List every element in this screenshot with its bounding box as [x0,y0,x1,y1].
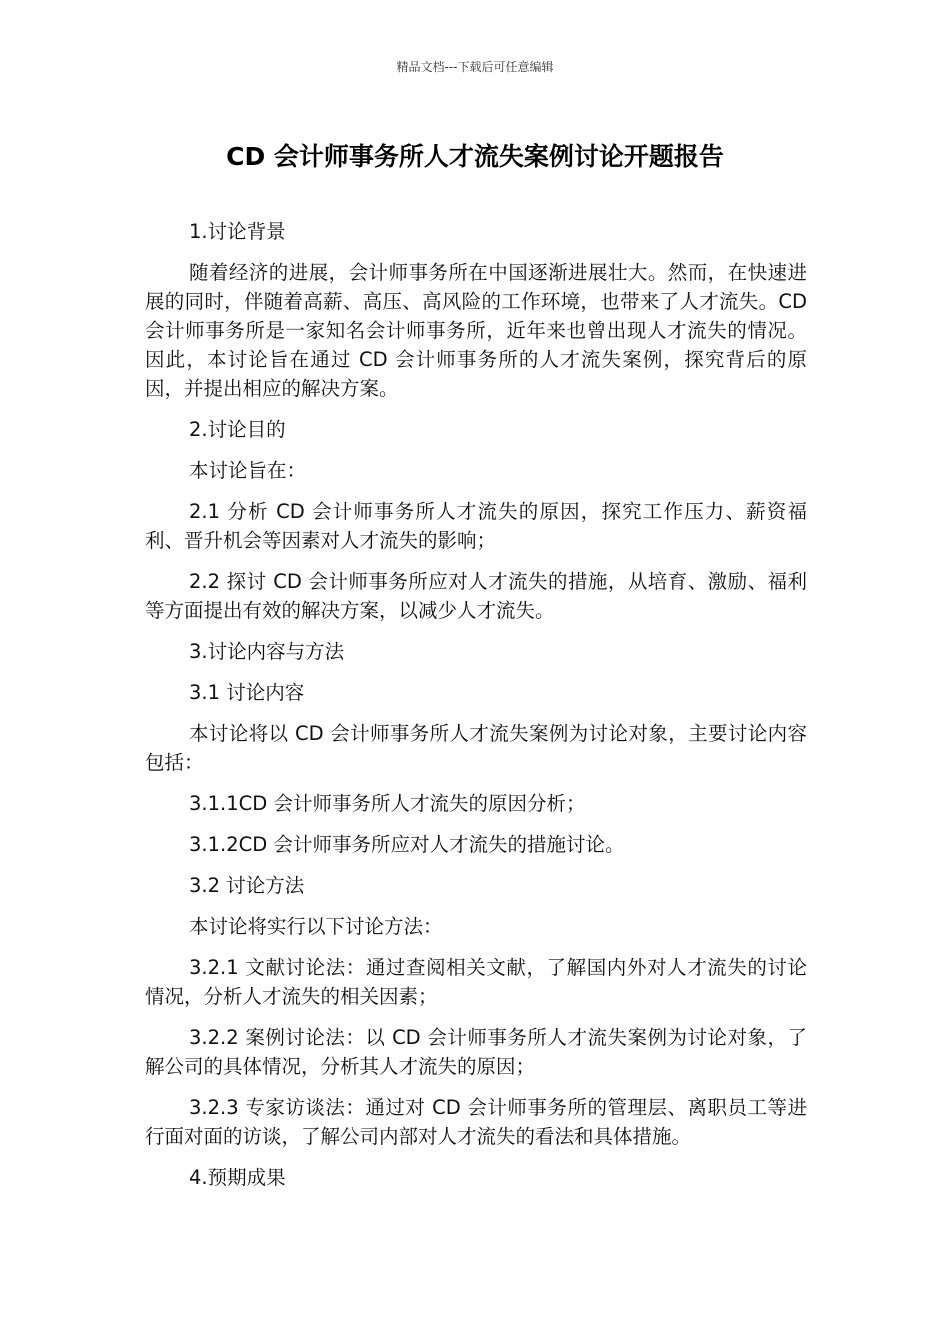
page-header-watermark: 精品文档---下载后可任意编辑 [396,60,554,74]
section-heading-content-method: 3.讨论内容与方法 [189,640,345,663]
section-heading-expected-results: 4.预期成果 [189,1166,286,1189]
subsection-heading-method: 3.2 讨论方法 [189,874,305,897]
paragraph-purpose-2-1: 2.1 分析 CD 会计师事务所人才流失的原因，探究工作压力、薪资福利、晋升机会等因素对人才流失的影响； [145,500,807,552]
document-body [145,217,807,1204]
paragraph-background: 随着经济的进展，会计师事务所在中国逐渐进展壮大。然而，在快速进展的同时，伴随着高薪、高压、高风险的工作环境，也带来了人才流失。CD 会计师事务所是一家知名会计师事务所，近年来也曾出现人才流失的情况。因此，本讨论旨在通过 CD 会计师事务所的人才流失案例，探究背后的原因，并提出相应的解决方案。 [145,261,807,400]
paragraph-content-intro: 本讨论将以 CD 会计师事务所人才流失案例为讨论对象，主要讨论内容包括： [145,722,807,774]
paragraph-method-intro: 本讨论将实行以下讨论方法： [189,915,443,938]
paragraph-method-3-2-2: 3.2.2 案例讨论法：以 CD 会计师事务所人才流失案例为讨论对象，了解公司的具体情况，分析其人才流失的原因； [145,1026,807,1078]
paragraph-content-3-1-2: 3.1.2CD 会计师事务所应对人才流失的措施讨论。 [189,833,625,856]
subsection-heading-content: 3.1 讨论内容 [189,681,305,704]
paragraph-method-3-2-3: 3.2.3 专家访谈法：通过对 CD 会计师事务所的管理层、离职员工等进行面对面的访谈，了解公司内部对人才流失的看法和具体措施。 [145,1096,807,1148]
paragraph-purpose-intro: 本讨论旨在： [189,459,307,482]
section-heading-purpose: 2.讨论目的 [189,418,286,441]
paragraph-method-3-2-1: 3.2.1 文献讨论法：通过查阅相关文献，了解国内外对人才流失的讨论情况，分析人才流失的相关因素； [145,956,807,1008]
paragraph-purpose-2-2: 2.2 探讨 CD 会计师事务所应对人才流失的措施，从培育、激励、福利等方面提出有效的解决方案，以减少人才流失。 [145,570,807,622]
document-title: CD 会计师事务所人才流失案例讨论开题报告 [226,142,724,171]
section-heading-background: 1.讨论背景 [189,220,286,243]
paragraph-content-3-1-1: 3.1.1CD 会计师事务所人才流失的原因分析； [189,792,586,815]
